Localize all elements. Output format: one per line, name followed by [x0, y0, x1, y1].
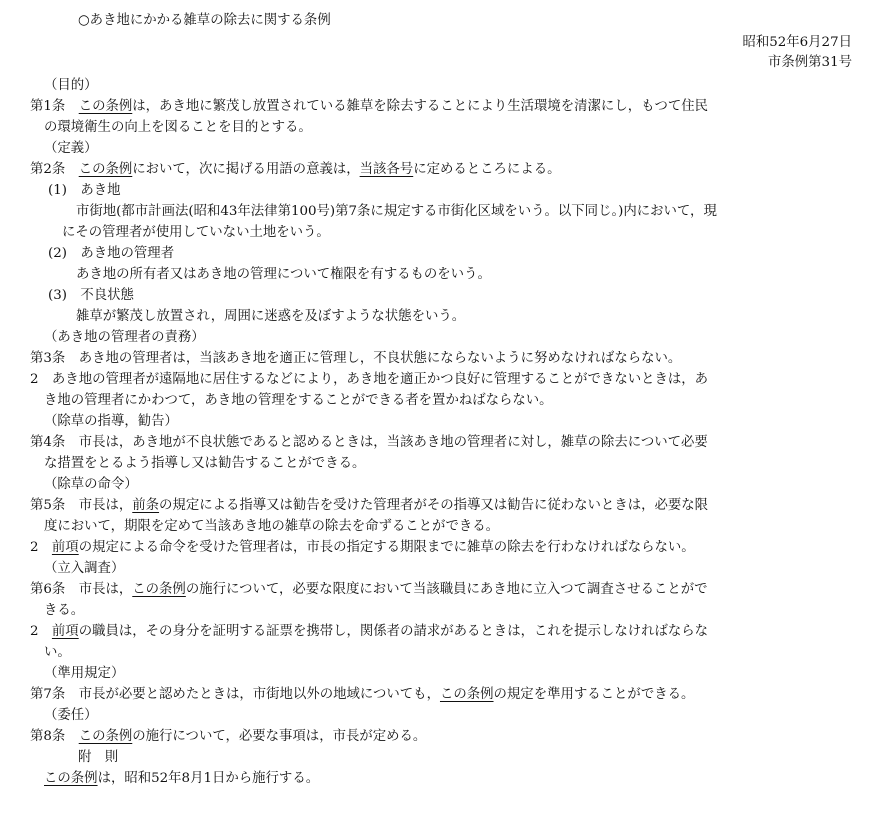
article-6: 第6条 市長は，この条例の施行について，必要な限度において当該職員にあき地に立入つて調査させることがで [30, 582, 708, 597]
link-this-ordinance[interactable]: この条例 [78, 162, 133, 177]
heading-inspection: （立入調査） [44, 561, 125, 576]
document-title: ○あき地にかかる雑草の除去に関する条例 [78, 13, 331, 28]
link-this-ordinance[interactable]: この条例 [439, 687, 494, 702]
article-1: 第1条 この条例は，あき地に繁茂し放置されている雑草を除去することにより生活環境を清潔にし，もつて住民 [30, 99, 709, 114]
article-1-cont: の環境衛生の向上を図ることを目的とする。 [44, 120, 312, 135]
heading-guidance: （除草の指導，勧告） [44, 414, 178, 429]
item-1-cont: にその管理者が使用していない土地をいう。 [62, 225, 330, 240]
article-4: 第4条 市長は，あき地が不良状態であると認めるときは，当該あき地の管理者に対し，雑草の除去について必要 [30, 435, 708, 450]
link-this-ordinance[interactable]: この条例 [78, 99, 133, 114]
item-3-text: 雑草が繁茂し放置され，周囲に迷惑を及ぼすような状態をいう。 [76, 309, 466, 324]
supplementary-heading: 附 則 [78, 750, 119, 765]
heading-delegation: （委任） [44, 708, 98, 723]
heading-order: （除草の命令） [44, 477, 138, 492]
link-previous-paragraph[interactable]: 前項 [51, 540, 79, 555]
link-this-ordinance[interactable]: この条例 [44, 771, 98, 786]
article-6-para-2-cont: い。 [44, 645, 71, 660]
item-1-label: (1) あき地 [48, 183, 121, 198]
heading-purpose: （目的） [44, 78, 98, 93]
link-this-ordinance[interactable]: この条例 [132, 582, 186, 597]
article-5-para-2: 2 前項の規定による命令を受けた管理者は，市長の指定する期限までに雑草の除去を行わなければならない。 [30, 540, 695, 555]
item-3-label: (3) 不良状態 [48, 288, 134, 303]
article-4-cont: な措置をとるよう指導し又は勧告することができる。 [44, 456, 366, 471]
article-5: 第5条 市長は，前条の規定による指導又は勧告を受けた管理者がその指導又は勧告に従わないときは，必要な限 [30, 498, 709, 513]
link-previous-article[interactable]: 前条 [132, 498, 160, 513]
article-7: 第7条 市長が必要と認めたときは，市街地以外の地域についても，この条例の規定を準用することができる。 [30, 687, 695, 702]
article-3-para-2-cont: き地の管理者にかわつて，あき地の管理をすることができる者を置かねばならない。 [44, 393, 553, 408]
supplementary-provision: この条例は，昭和52年8月1日から施行する。 [44, 771, 320, 786]
heading-definition: （定義） [44, 141, 98, 156]
heading-application: （準用規定） [44, 666, 125, 681]
article-3: 第3条 あき地の管理者は，当該あき地を適正に管理し，不良状態にならないように努めなければならない。 [30, 351, 682, 366]
heading-duty: （あき地の管理者の責務） [44, 330, 205, 345]
item-2-label: (2) あき地の管理者 [48, 246, 175, 261]
article-6-cont: きる。 [44, 603, 85, 618]
article-5-cont: 度において，期限を定めて当該あき地の雑草の除去を命ずることができる。 [44, 519, 500, 534]
ordinance-number: 市条例第31号 [768, 55, 852, 70]
link-this-ordinance[interactable]: この条例 [78, 729, 133, 744]
article-8: 第8条 この条例の施行について，必要な事項は，市長が定める。 [30, 729, 427, 744]
item-2-text: あき地の所有者又はあき地の管理について権限を有するものをいう。 [76, 267, 491, 282]
link-previous-paragraph[interactable]: 前項 [51, 624, 79, 639]
article-2: 第2条 この条例において，次に掲げる用語の意義は，当該各号に定めるところによる。 [30, 162, 561, 177]
article-6-para-2: 2 前項の職員は，その身分を証明する証票を携帯し，関係者の請求があるときは，これを提示しなければならな [30, 624, 709, 639]
promulgation-date: 昭和52年6月27日 [742, 35, 852, 50]
article-3-para-2: 2 あき地の管理者が遠隔地に居住するなどにより，あき地を適正かつ良好に管理することができないときは，あ [30, 372, 709, 387]
item-1-text: 市街地(都市計画法(昭和43年法律第100号)第7条に規定する市街化区域をいう。以下同じ。)内において，現 [76, 204, 717, 219]
link-each-item[interactable]: 当該各号 [359, 162, 414, 177]
